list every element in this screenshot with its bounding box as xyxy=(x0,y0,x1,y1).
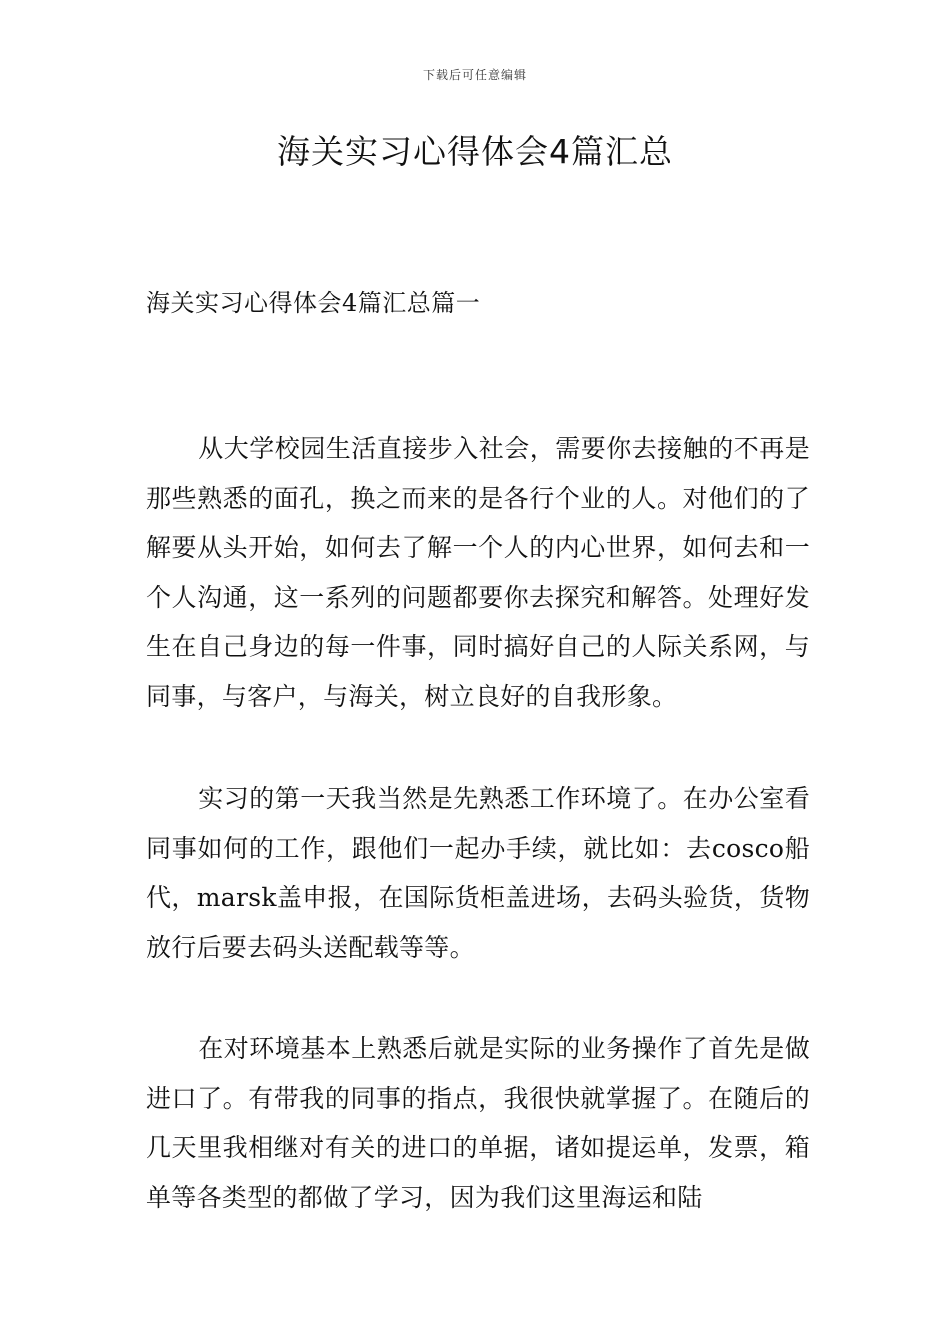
paragraph-text: 从大学校园生活直接步入社会，需要你去接触的不再是那些熟悉的面孔，换之而来的是各行个业的人。对他们的了解要从头开始，如何去了解一个人的内心世界，如何去和一个人沟通，这一系列的问题都要你去探究和解答。处理好发生在自己身边的每一件事，同时搞好自己的人际关系网，与同事，与客户，与海关，树立良好的自我形象。 xyxy=(146,434,810,711)
document-title: 海关实习心得体会4篇汇总 xyxy=(277,132,673,171)
paragraph-3 xyxy=(146,1024,810,1222)
paragraph-text: 在对环境基本上熟悉后就是实际的业务操作了首先是做进口了。有带我的同事的指点，我很快就掌握了。在随后的几天里我相继对有关的进口的单据，诸如提运单，发票，箱单等各类型的都做了学习，因为我们这里海运和陆 xyxy=(146,1034,810,1212)
paragraph-2 xyxy=(146,774,810,972)
paragraph-text: 实习的第一天我当然是先熟悉工作环境了。在办公室看同事如何的工作，跟他们一起办手续，就比如：去cosco船代，marsk盖申报，在国际货柜盖进场，去码头验货，货物放行后要去码头送配载等等。 xyxy=(146,784,810,962)
header-note: 下载后可任意编辑 xyxy=(422,68,527,82)
section-heading: 海关实习心得体会4篇汇总篇一 xyxy=(146,289,481,317)
paragraph-1 xyxy=(146,424,810,721)
